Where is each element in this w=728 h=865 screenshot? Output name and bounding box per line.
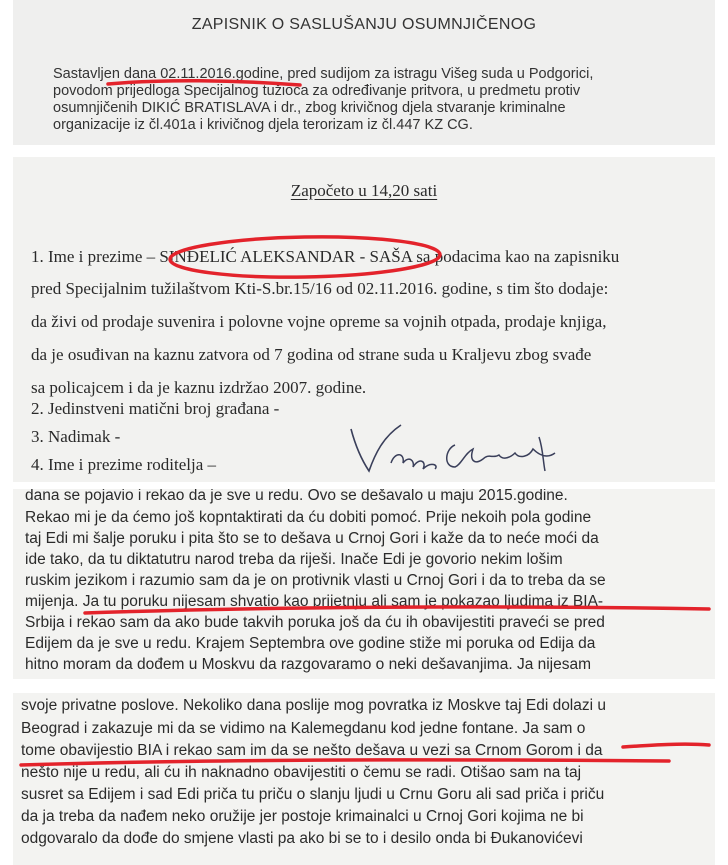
text-line: ide tako, da tu diktatutru narod treba da riješi. Inače Edi je govorio nekim lošim bbox=[25, 551, 563, 568]
text-line: Rekao mi je da ćemo još kopntaktirati da ću dobiti pomoć. Prije nekoih pola godine bbox=[25, 509, 592, 526]
text-line: da je osuđivan na kaznu zatvora od 7 godina od strane suda u Kraljevu zbog svađe bbox=[31, 345, 592, 364]
text-line: osumnjičenih DIKIĆ BRATISLAVA i dr., zbog krivičnog djela stvaranje kriminalne bbox=[53, 100, 566, 116]
text-line: taj Edi mi šalje poruku i pita što se to dešava u Crnoj Gori i kaže da to neće moći da bbox=[25, 530, 599, 547]
signature-icon bbox=[343, 419, 573, 479]
text-line: organizacije iz čl.401a i krivičnog djela terorizam iz čl.447 KZ CG. bbox=[53, 117, 473, 133]
document-header-panel bbox=[13, 0, 715, 145]
text-line: mijenja. Ja tu poruku nijesam shvatio kao prijetnju ali sam je pokazao ljudima iz BIA- bbox=[25, 593, 604, 610]
text-line: hitno moram da dođem u Moskvu da razgovaramo o neki dešavanjima. Ja nijesam bbox=[25, 656, 592, 673]
text-line: Srbija i rekao sam da ako bude takvih poruka još da ću ih obavijestiti praveći se pred bbox=[25, 614, 605, 631]
text-line: odgovaralo da dođe do smjene vlasti pa ako bi se to i desilo onda bi Đukanovićevi bbox=[21, 830, 583, 847]
text-line: svoje privatne poslove. Nekoliko dana poslije mog povratka iz Moskve taj Edi dolazi u bbox=[21, 697, 606, 714]
text-line: ruskim jezikom i razumio sam da je on protivnik vlasti u Crnoj Gori i da to treba da se bbox=[25, 572, 606, 589]
text-line: 3. Nadimak - bbox=[31, 427, 121, 446]
statement-excerpt-panel bbox=[13, 693, 715, 865]
text-line: nešto nije u redu, ali ću ih naknadno obavijestiti o čemu se radi. Otišao sam na taj bbox=[21, 764, 582, 781]
text-line: pred Specijalnim tužilaštvom Kti-S.br.15/16 od 02.11.2016. godine, s tim što dodaje: bbox=[31, 279, 609, 298]
text-line: Sastavljen dana 02.11.2016.godine, pred sudijom za istragu Višeg suda u Podgorici, bbox=[53, 66, 594, 82]
text-line: 4. Ime i prezime roditelja – bbox=[31, 455, 217, 474]
text-line: da živi od prodaje suvenira i polovne vojne opreme sa vojnih otpada, prodaje knjiga, bbox=[31, 312, 607, 331]
text-line: da ja treba da nađem neko oružije jer postoje krimainalci u Crnoj Gori kojima ne bi bbox=[21, 808, 584, 825]
text-line: Edijem da je sve u redu. Krajem Septembra ove godine stiže mi poruka od Edija da bbox=[25, 635, 596, 652]
document-page-panel bbox=[13, 157, 715, 482]
text-line: 2. Jedinstveni matični broj građana - bbox=[31, 399, 280, 418]
text-line: povodom prijedloga Specijalnog tužioca za određivanje pritvora, u predmetu protiv bbox=[53, 83, 581, 99]
text-line: susret sa Edijem i sad Edi priča tu priču o slanju ljudi u Crnu Goru ali sad priča i priču bbox=[21, 786, 605, 803]
start-time-heading: Započeto u 14,20 sati bbox=[290, 181, 438, 200]
statement-excerpt-panel bbox=[13, 489, 715, 679]
text-line: tome obavijestio BIA i rekao sam im da se nešto dešava u vezi sa Crnom Gorom i da bbox=[21, 742, 603, 759]
document-title: ZAPISNIK O SASLUŠANJU OSUMNJIČENOG bbox=[191, 16, 537, 33]
text-line: sa policajcem i da je kaznu izdržao 2007. godine. bbox=[31, 378, 367, 397]
text-line: dana se pojavio i rekao da je sve u redu. Ovo se dešavalo u maju 2015.godine. bbox=[25, 489, 568, 504]
text-line: Beograd i zakazuje mi da se vidimo na Kalemegdanu kod jedne fontane. Ja sam o bbox=[21, 720, 586, 737]
text-line: 1. Ime i prezime – SINĐELIĆ ALEKSANDAR - SAŠA sa podacima kao na zapisniku bbox=[31, 247, 620, 266]
